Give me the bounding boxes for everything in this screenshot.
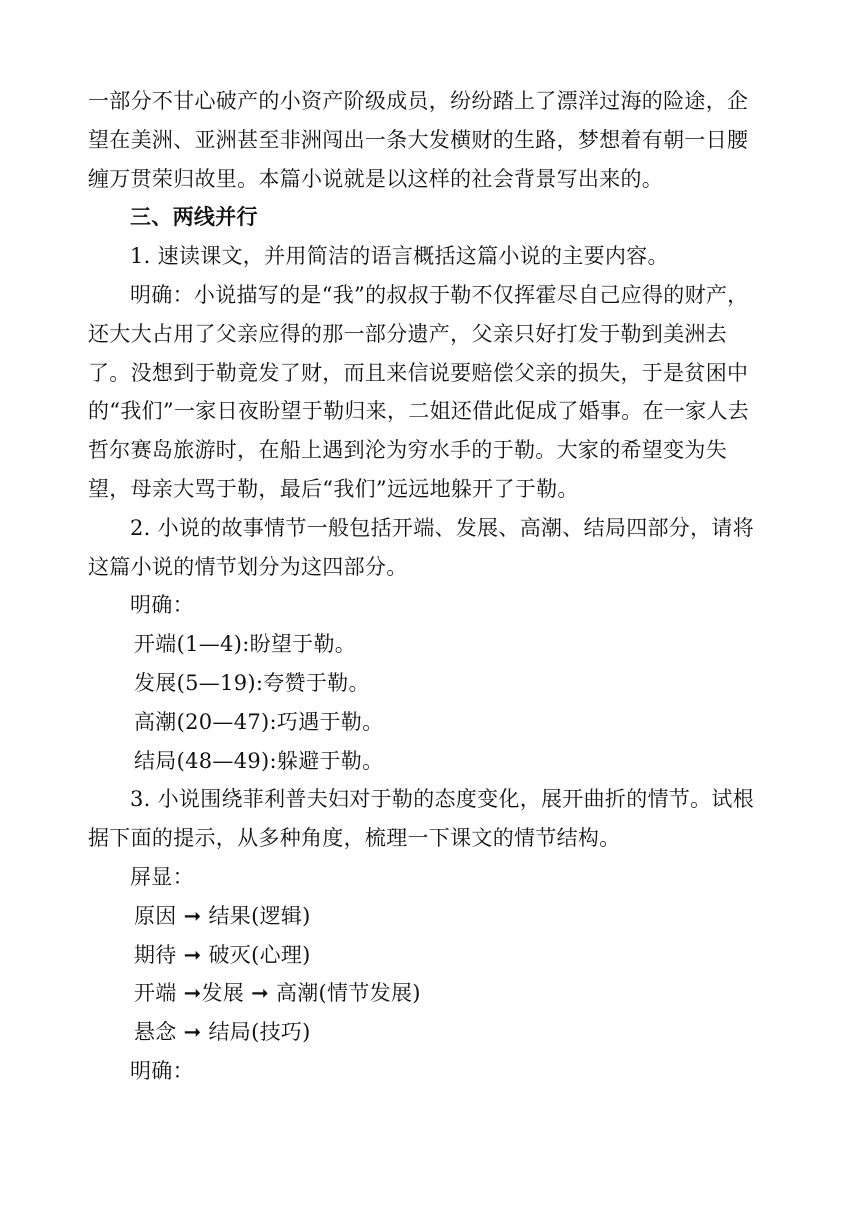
structure-from: 期待 [134,942,177,967]
arrow-right-icon: ➞ [183,903,202,928]
structure-item-technique [88,1013,768,1052]
answer-2-label: 明确： [130,593,194,618]
arrow-right-icon: ➞ [251,981,269,1006]
section-heading: 三、两线并行 [130,205,258,230]
answer-3-label: 明确： [130,1058,194,1083]
plot-item-development: 发展(5—19):夸赞于勒。 [134,670,370,695]
screen-label: 屏显： [130,864,194,889]
structure-from: 开端 ➞发展 [134,981,245,1006]
plot-item-climax: 高潮(20—47):巧遇于勒。 [134,709,384,734]
structure-item-logic [88,897,768,936]
answer-1: 明确：小说描写的是“我”的叔叔于勒不仅挥霍尽自己应得的财产，还大大占用了父亲应得的那一部分遗产，父亲只好打发于勒到美洲去了。没想到于勒竟发了财，而且来信说要赔偿父亲的损失，于是贫困中的“我们”一家日夜盼望于勒归来，二姐还借此促成了婚事。在一家人去哲尔赛岛旅游时，在船上遇到沦为穷水手的于勒。大家的希望变为失望，母亲大骂于勒，最后“我们”远远地躲开了于勒。 [88,282,750,501]
structure-to: 结局(技巧) [208,1020,311,1045]
question-1: 1. 速读课文，并用简洁的语言概括这篇小说的主要内容。 [130,244,669,269]
plot-item-ending: 结局(48—49):躲避于勒。 [134,748,384,773]
structure-item-plot [88,974,768,1013]
arrow-right-icon: ➞ [183,1020,202,1045]
structure-from: 悬念 [134,1020,177,1045]
plot-item-opening: 开端(1—4):盼望于勒。 [134,632,357,657]
structure-to: 破灭(心理) [208,942,311,967]
structure-from: 原因 [134,903,177,928]
question-3: 3. 小说围绕菲利普夫妇对于勒的态度变化，展开曲折的情节。试根据下面的提示，从多种角度，梳理一下课文的情节结构。 [88,787,755,851]
question-2: 2. 小说的故事情节一般包括开端、发展、高潮、结局四部分，请将这篇小说的情节划分为这四部分。 [88,515,755,579]
structure-to: 结果(逻辑) [208,903,311,928]
arrow-right-icon: ➞ [183,942,202,967]
structure-to: 高潮(情节发展) [275,981,421,1006]
structure-item-psychology [88,936,768,975]
intro-paragraph: 一部分不甘心破产的小资产阶级成员，纷纷踏上了漂洋过海的险途，企望在美洲、亚洲甚至非洲闯出一条大发横财的生路，梦想着有朝一日腰缠万贯荣归故里。本篇小说就是以这样的社会背景写出来的。 [88,89,749,191]
